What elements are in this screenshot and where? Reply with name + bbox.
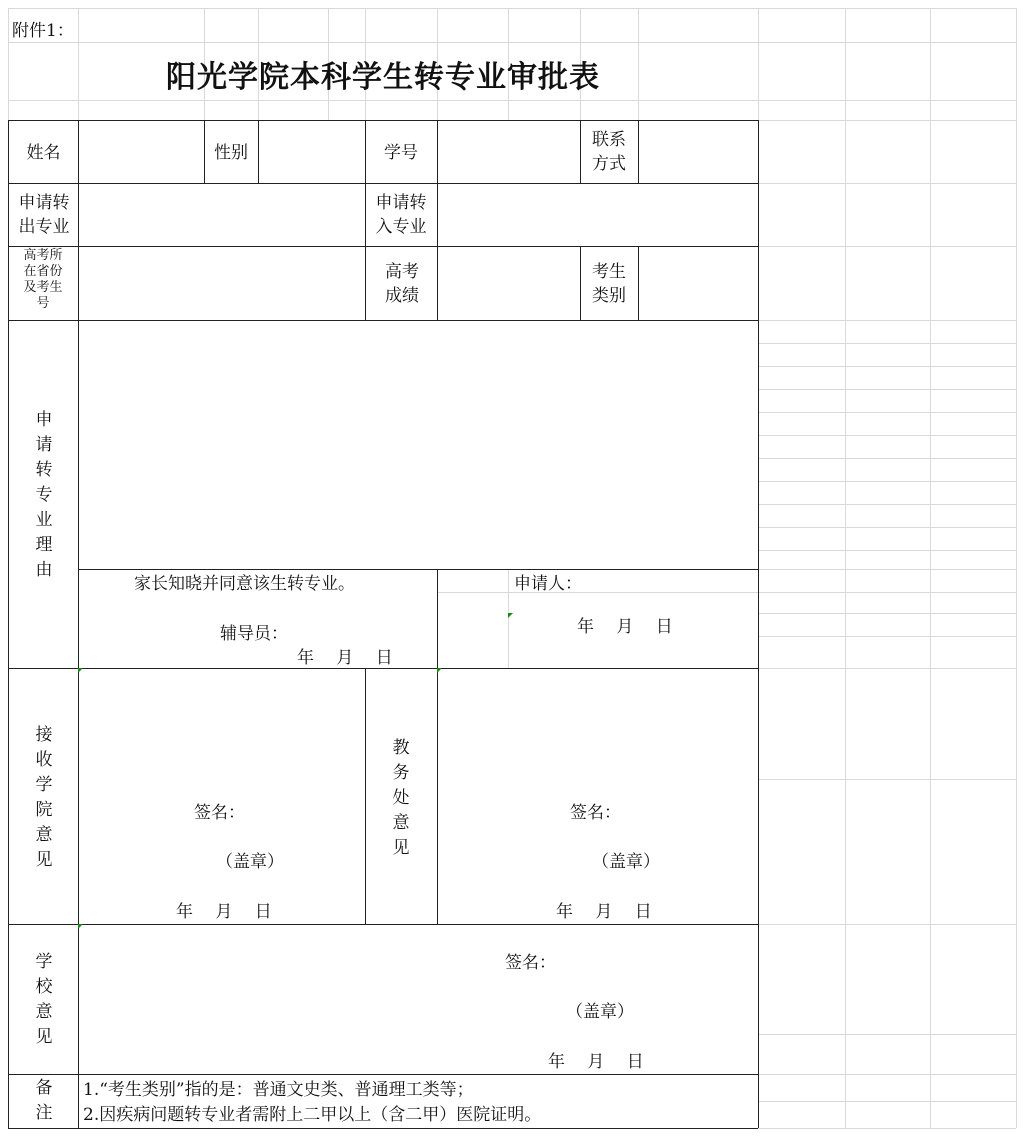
gridline-h xyxy=(758,569,1016,570)
gridline-h xyxy=(758,343,1016,344)
gridline-h xyxy=(758,183,1016,184)
table-border-v xyxy=(437,668,438,924)
table-border-v xyxy=(365,668,366,924)
gridline-h xyxy=(758,246,1016,247)
gridline-h xyxy=(758,924,1016,925)
table-border-h xyxy=(8,1074,758,1075)
exam-province-label: 高考所在省份及考生号 xyxy=(23,248,63,311)
gridline-h xyxy=(758,1101,1016,1102)
transfer-out-label: 申请转出专业 xyxy=(18,193,70,237)
notes-line-2: 2.因疾病问题转专业者需附上二甲以上（含二甲）医院证明。 xyxy=(83,1105,542,1125)
gridline-h xyxy=(758,592,1016,593)
gridline-h xyxy=(758,527,1016,528)
table-border-v xyxy=(638,246,639,320)
gridline-v xyxy=(1016,8,1017,120)
school-date: 年 月 日 xyxy=(548,1052,644,1072)
receiving-college-label: 接收学院意见 xyxy=(35,725,53,870)
table-border-h xyxy=(78,569,758,570)
gridline-h xyxy=(758,668,1016,669)
gridline-h xyxy=(758,1074,1016,1075)
gridline-h xyxy=(8,100,1016,101)
receiving-college-sign: 签名： xyxy=(194,803,245,823)
table-border-v xyxy=(8,120,9,1128)
exam-score-label: 高考成绩 xyxy=(385,262,419,306)
comment-marker xyxy=(78,924,83,929)
attachment-label: 附件1： xyxy=(12,21,74,41)
notes-label: 备注 xyxy=(35,1078,53,1123)
comment-marker xyxy=(508,613,513,618)
gridline-h xyxy=(758,320,1016,321)
table-border-v xyxy=(437,569,438,668)
receiving-college-date: 年 月 日 xyxy=(176,902,272,922)
table-border-h xyxy=(8,1128,758,1129)
table-border-h xyxy=(8,924,758,925)
gridline-h xyxy=(758,636,1016,637)
table-border-v xyxy=(78,120,79,1128)
school-seal: （盖章） xyxy=(566,1002,634,1022)
gridline-h xyxy=(758,458,1016,459)
table-border-h xyxy=(8,120,758,121)
receiving-college-seal: （盖章） xyxy=(216,852,284,872)
gridline-h xyxy=(758,412,1016,413)
gridline-h xyxy=(758,435,1016,436)
gridline-v xyxy=(758,8,759,120)
notes-line-1: 1.“考生类别”指的是：普通文史类、普通理工类等； xyxy=(83,1080,474,1100)
academic-affairs-sign: 签名： xyxy=(570,803,621,823)
gridline-h xyxy=(758,504,1016,505)
gridline-v xyxy=(930,120,931,1128)
gender-label: 性别 xyxy=(214,143,248,163)
gridline-h xyxy=(758,613,1016,614)
table-border-h xyxy=(8,320,758,321)
table-border-h xyxy=(8,183,758,184)
gridline-v xyxy=(845,8,846,120)
reason-label: 申请转专业理由 xyxy=(35,410,53,580)
exam-category-label: 考生类别 xyxy=(592,262,626,306)
gridline-h xyxy=(758,1034,1016,1035)
gridline-h xyxy=(758,389,1016,390)
school-opinion-label: 学校意见 xyxy=(35,952,53,1047)
table-border-v xyxy=(758,120,759,1128)
gridline-h xyxy=(758,550,1016,551)
table-border-v xyxy=(437,120,438,320)
academic-affairs-label: 教务处意见 xyxy=(392,738,410,858)
gridline-h xyxy=(758,481,1016,482)
table-border-v xyxy=(638,120,639,183)
form-title: 阳光学院本科学生转专业审批表 xyxy=(166,60,600,95)
table-border-v xyxy=(580,246,581,320)
name-label: 姓名 xyxy=(26,143,61,163)
gridline-v xyxy=(845,120,846,1128)
academic-affairs-seal: （盖章） xyxy=(592,852,660,872)
academic-affairs-date: 年 月 日 xyxy=(556,902,652,922)
table-border-v xyxy=(580,120,581,183)
table-border-h xyxy=(8,246,758,247)
parent-consent-text: 家长知晓并同意该生转专业。 xyxy=(134,574,355,594)
gridline-h xyxy=(758,779,1016,780)
comment-marker xyxy=(78,668,83,673)
student-id-label: 学号 xyxy=(384,143,418,163)
gridline-v xyxy=(930,8,931,120)
table-border-v xyxy=(258,120,259,183)
counselor-label: 辅导员： xyxy=(220,624,288,644)
applicant-date: 年 月 日 xyxy=(577,617,673,637)
gridline-h xyxy=(8,42,1016,43)
transfer-in-label: 申请转入专业 xyxy=(375,193,427,237)
gridline-h xyxy=(437,592,758,593)
gridline-h xyxy=(758,1128,1016,1129)
applicant-label: 申请人： xyxy=(514,574,582,594)
gridline-h xyxy=(758,366,1016,367)
gridline-v xyxy=(1016,120,1017,1128)
gridline-v xyxy=(508,569,509,668)
counselor-date: 年 月 日 xyxy=(297,648,393,668)
comment-marker xyxy=(437,668,442,673)
contact-label: 联系方式 xyxy=(592,130,626,174)
gridline-h xyxy=(8,8,1016,9)
school-sign: 签名： xyxy=(505,953,556,973)
